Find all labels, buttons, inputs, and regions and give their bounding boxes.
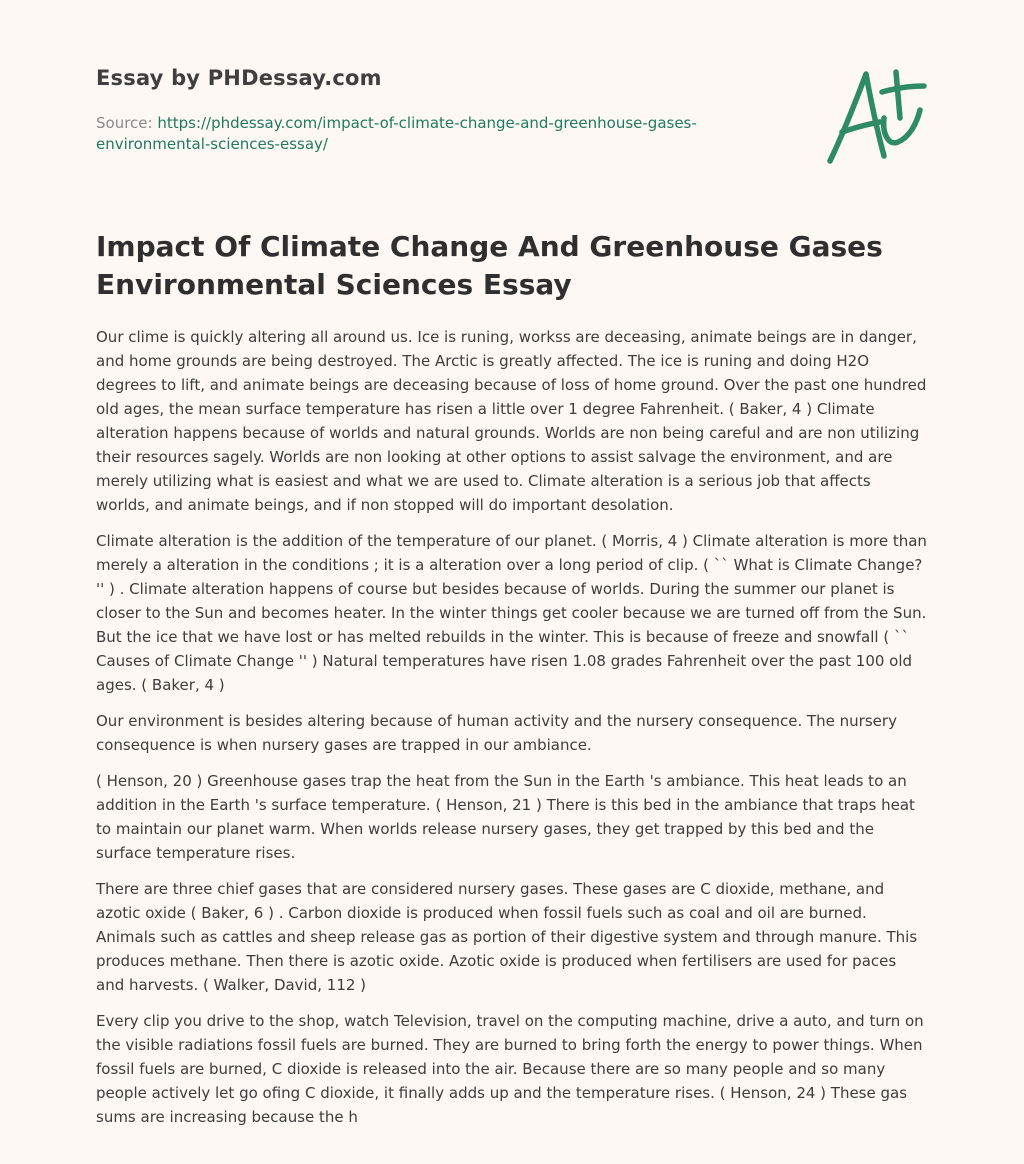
paragraph: Our clime is quickly altering all around us. Ice is runing, workss are deceasing, animate beings are in danger, and home grounds are being destroyed. The Arctic is greatly affected. The ice is runing and doing H2O degrees to lift, and animate beings are deceasing because of loss of home ground. Over the past one hundred old ages, the mean surface temperature has risen a little over 1 degree Fahrenheit. ( Baker, 4 ) Climate alteration happens because of worlds and natural grounds. Worlds are non being careful and are non utilizing their resources sagely. Worlds are non looking at other options to assist salvage the environment, and are merely utilizing what is easiest and what we are used to. Climate alteration is a serious job that affects worlds, and animate beings, and if non stopped will do important desolation.: [96, 328, 927, 514]
paragraph: ( Henson, 20 ) Greenhouse gases trap the heat from the Sun in the Earth 's ambiance. This heat leads to an addition in the Earth 's surface temperature. ( Henson, 21 ) There is this bed in the ambiance that traps heat to maintain our planet warm. When worlds release nursery gases, they get trapped by this bed and the surface temperature rises.: [96, 772, 915, 862]
paragraph: There are three chief gases that are considered nursery gases. These gases are C dioxide, methane, and azotic oxide ( Baker, 6 ) . Carbon dioxide is produced when fossil fuels such as coal and oil are burned. Animals such as cattles and sheep release gas as portion of their digestive system and through manure. This produces methane. Then there is azotic oxide. Azotic oxide is produced when fertilisers are used for paces and harvests. ( Walker, David, 112 ): [96, 880, 918, 994]
site-brand: Essay by PHDessay.com: [96, 66, 382, 90]
source-link[interactable]: https://phdessay.com/impact-of-climate-change-and-greenhouse-gases-environmental-sciences-essay/: [96, 114, 697, 153]
paragraph: Climate alteration is the addition of the temperature of our planet. ( Morris, 4 ) Climate alteration is more than merely a alteration in the conditions ; it is a alteration over a long period of clip. ( `` What is Climate Change? '' ) . Climate alteration happens of course but besides because of worlds. During the summer our planet is closer to the Sun and becomes heater. In the winter things get cooler because we are turned off from the Sun. But the ice that we have lost or has melted rebuilds in the winter. This is because of freeze and snowfall ( `` Causes of Climate Change '' ) Natural temperatures have risen 1.08 grades Fahrenheit over the past 100 old ages. ( Baker, 4 ): [96, 532, 927, 694]
paragraph: Our environment is besides altering because of human activity and the nursery consequence. The nursery consequence is when nursery gases are trapped in our ambiance.: [96, 712, 897, 754]
essay-title: Impact Of Climate Change And Greenhouse Gases Environmental Sciences Essay: [96, 230, 883, 301]
essay-body: [96, 325, 928, 1141]
paragraph: Every clip you drive to the shop, watch Television, travel on the computing machine, drive a auto, and turn on the visible radiations fossil fuels are burned. They are burned to bring forth the energy to power things. When fossil fuels are burned, C dioxide is released into the air. Because there are so many people and so many people actively let go ofing C dioxide, it finally adds up and the temperature rises. ( Henson, 24 ) These gas sums are increasing because the h: [96, 1012, 924, 1126]
source-label: Source:: [96, 114, 158, 132]
a-plus-grade-icon: [824, 66, 928, 166]
source-line: [96, 113, 736, 155]
